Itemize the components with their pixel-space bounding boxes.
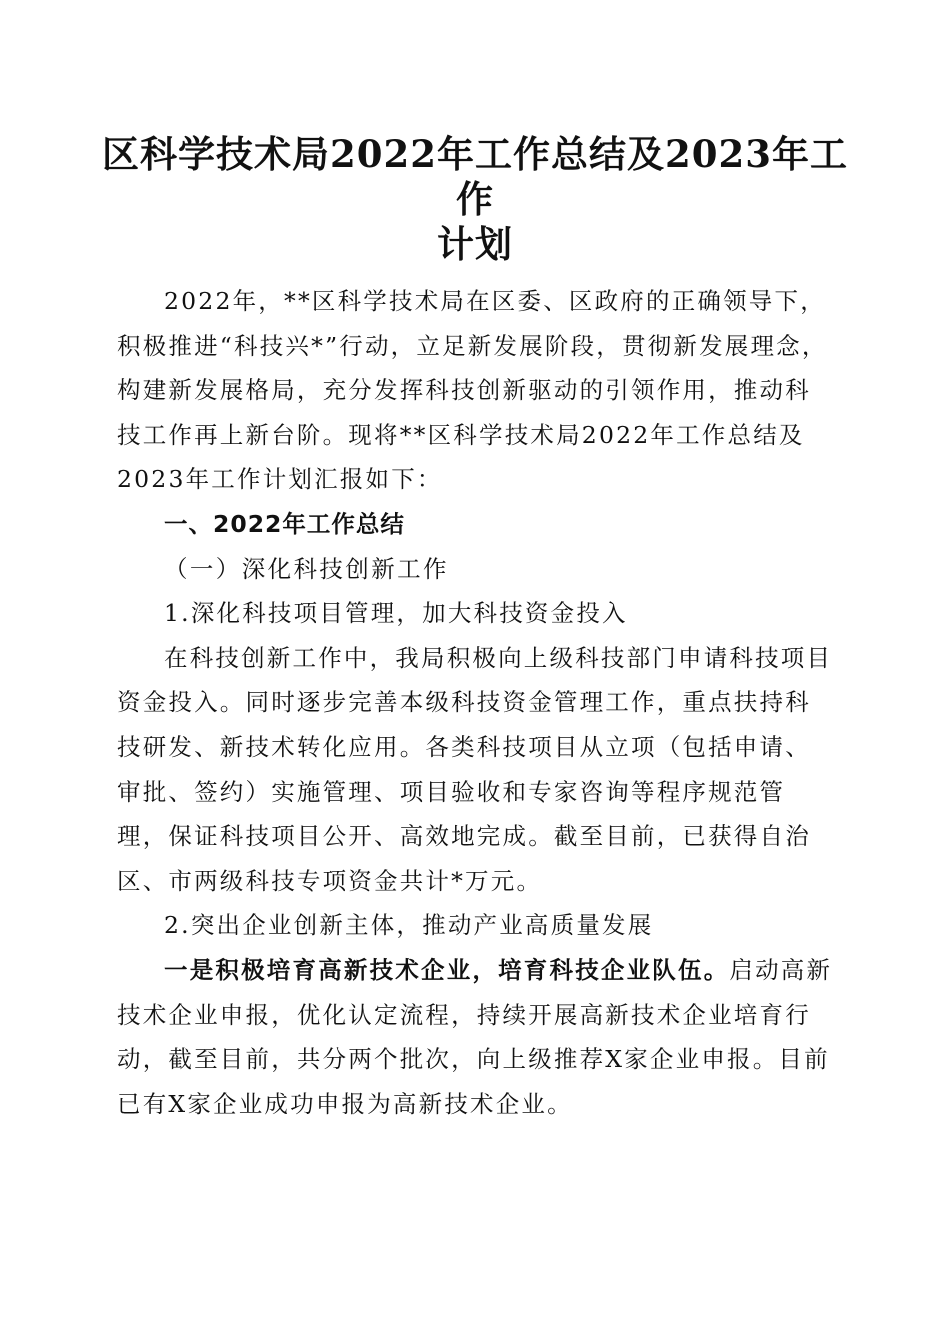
paragraph-project-management: 在科技创新工作中，我局积极向上级科技部门申请科技项目资金投入。同时逐步完善本级科技资金管理工作，重点扶持科技研发、新技术转化应用。各类科技项目从立项（包括申请、审批、签约）实施管理、项目验收和专家咨询等程序规范管理，保证科技项目公开、高效地完成。截至目前，已获得自治区、市两级科技专项资金共计*万元。 bbox=[117, 643, 833, 895]
document-body bbox=[117, 279, 835, 1126]
item-heading-project-management: 1.深化科技项目管理，加大科技资金投入 bbox=[164, 599, 628, 628]
paragraph-high-tech-enterprises bbox=[117, 948, 835, 1126]
item-heading-enterprise-innovation: 2.突出企业创新主体，推动产业高质量发展 bbox=[164, 911, 654, 940]
intro-paragraph: 2022年，**区科学技术局在区委、区政府的正确领导下，积极推进“科技兴*”行动，立足新发展阶段，贯彻新发展理念，构建新发展格局，充分发挥科技创新驱动的引领作用，推动科技工作再上新台阶。现将**区科学技术局2022年工作总结及2023年工作计划汇报如下： bbox=[117, 287, 828, 494]
paragraph-body-text: 启动高新技术企业申报，优化认定流程，持续开展高新技术企业培育行动，截至目前，共分两个批次，向上级推荐X家企业申报。目前已有X家企业成功申报为高新技术企业。 bbox=[117, 955, 833, 1118]
subsection-heading-innovation: （一）深化科技创新工作 bbox=[164, 554, 449, 583]
title-line-2: 计划 bbox=[437, 222, 513, 266]
document-title bbox=[95, 132, 855, 267]
section-heading-summary: 一、2022年工作总结 bbox=[164, 509, 405, 538]
paragraph-lead-text: 一是积极培育高新技术企业，培育科技企业队伍。 bbox=[164, 955, 730, 984]
title-line-1: 区科学技术局2022年工作总结及2023年工作 bbox=[102, 132, 848, 221]
